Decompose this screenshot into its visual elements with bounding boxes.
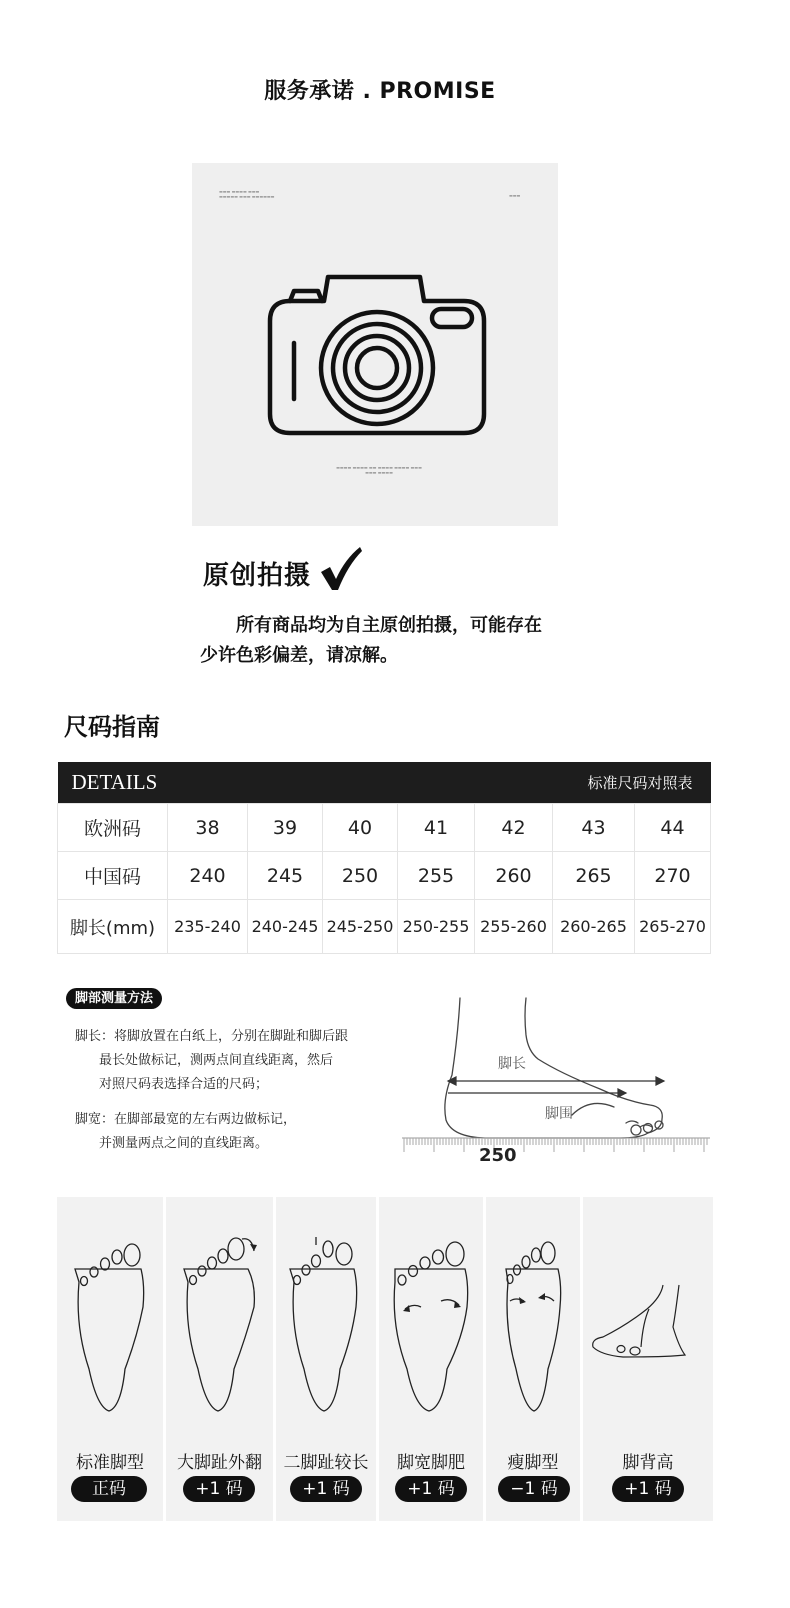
row-label: 欧洲码	[58, 804, 168, 852]
table-cell: 270	[635, 852, 711, 900]
size-advice-badge: +1 码	[183, 1476, 255, 1502]
foot-side-illustration	[400, 995, 712, 1170]
table-cell: 39	[248, 804, 323, 852]
foot-type-name: 大脚趾外翻	[177, 1453, 262, 1473]
foot-girth-label: 脚围	[545, 1106, 573, 1122]
foot-type-name: 脚背高	[622, 1453, 674, 1473]
foot-measure-diagram	[400, 995, 712, 1170]
foot-type-card-standard	[57, 1197, 163, 1521]
table-cell: 260	[475, 852, 553, 900]
table-cell: 265	[553, 852, 635, 900]
promise-text-line-2: 少许色彩偏差，请凉解。	[200, 645, 398, 666]
table-cell: 38	[168, 804, 248, 852]
size-chart-header	[58, 762, 711, 804]
decorative-fine-print: ▬▬▬▬ ▬▬▬▬ ▬▬ ▬▬▬▬ ▬▬▬▬ ▬▬▬ ▬▬▬ ▬▬▬▬	[336, 465, 422, 475]
table-cell: 265-270	[635, 900, 711, 954]
decorative-fine-print: ▬▬▬ ▬▬▬▬ ▬▬▬ ▬▬▬▬▬ ▬▬▬ ▬▬▬▬▬▬	[219, 189, 275, 199]
foot-length-label: 脚长	[498, 1056, 526, 1072]
table-cell: 43	[553, 804, 635, 852]
slim-foot-icon	[486, 1197, 580, 1427]
camera-icon	[264, 271, 488, 437]
foot-type-name: 二脚趾较长	[283, 1453, 369, 1473]
table-cell: 255	[398, 852, 475, 900]
bunion-foot-icon	[166, 1197, 273, 1427]
measure-width-line-2: 并测量两点之间的直线距离。	[99, 1136, 269, 1151]
table-cell: 250	[323, 852, 398, 900]
table-row-foot-length	[58, 900, 711, 954]
high-instep-foot-icon	[583, 1197, 713, 1427]
size-chart-table	[57, 762, 711, 954]
size-advice-badge: −1 码	[498, 1476, 570, 1502]
details-label: DETAILS	[58, 762, 398, 804]
long-second-toe-foot-icon	[276, 1197, 376, 1427]
foot-type-card-long-second-toe	[276, 1197, 376, 1521]
table-cell: 240-245	[248, 900, 323, 954]
table-cell: 260-265	[553, 900, 635, 954]
size-advice-badge: +1 码	[395, 1476, 467, 1502]
measure-length-line-1: 脚长：将脚放置在白纸上，分别在脚趾和脚后跟	[75, 1029, 349, 1044]
row-label: 脚长(mm)	[58, 900, 168, 954]
measure-length-line-2: 最长处做标记，测两点间直线距离，然后	[99, 1053, 334, 1068]
foot-type-name: 脚宽脚肥	[397, 1453, 465, 1473]
decorative-fine-print: ▬▬▬	[509, 193, 521, 198]
foot-type-card-wide	[379, 1197, 483, 1521]
check-icon	[318, 545, 364, 593]
measure-width-line-1: 脚宽：在脚部最宽的左右两边做标记，	[75, 1112, 297, 1127]
measure-method-badge: 脚部测量方法	[66, 988, 162, 1009]
wide-foot-icon	[379, 1197, 483, 1427]
foot-type-name: 标准脚型	[76, 1453, 144, 1473]
ruler-value: 250	[479, 1145, 517, 1166]
table-cell: 245	[248, 852, 323, 900]
size-chart-caption: 标准尺码对照表	[398, 762, 711, 804]
promise-text-line-1: 所有商品均为自主原创拍摄，可能存在	[236, 615, 542, 636]
measure-length-line-3: 对照尺码表选择合适的尺码；	[99, 1077, 269, 1092]
table-cell: 40	[323, 804, 398, 852]
foot-type-card-bunion	[166, 1197, 273, 1521]
row-label: 中国码	[58, 852, 168, 900]
table-cell: 250-255	[398, 900, 475, 954]
table-row-eu	[58, 804, 711, 852]
table-cell: 41	[398, 804, 475, 852]
table-cell: 255-260	[475, 900, 553, 954]
table-cell: 42	[475, 804, 553, 852]
size-advice-badge: +1 码	[612, 1476, 684, 1502]
ruler-icon	[404, 1138, 707, 1152]
original-photo-title: 原创拍摄	[203, 561, 312, 591]
standard-foot-icon	[57, 1197, 163, 1427]
foot-type-card-slim	[486, 1197, 580, 1521]
foot-type-name: 瘦脚型	[507, 1453, 559, 1473]
size-advice-badge: 正码	[71, 1476, 147, 1502]
foot-type-card-high-instep	[583, 1197, 713, 1521]
original-photo-card	[192, 163, 558, 526]
table-row-cn	[58, 852, 711, 900]
table-cell: 245-250	[323, 900, 398, 954]
table-cell: 240	[168, 852, 248, 900]
promise-title: 服务承诺 . PROMISE	[264, 79, 496, 104]
table-cell: 235-240	[168, 900, 248, 954]
table-cell: 44	[635, 804, 711, 852]
size-guide-title: 尺码指南	[64, 713, 160, 741]
size-advice-badge: +1 码	[290, 1476, 362, 1502]
